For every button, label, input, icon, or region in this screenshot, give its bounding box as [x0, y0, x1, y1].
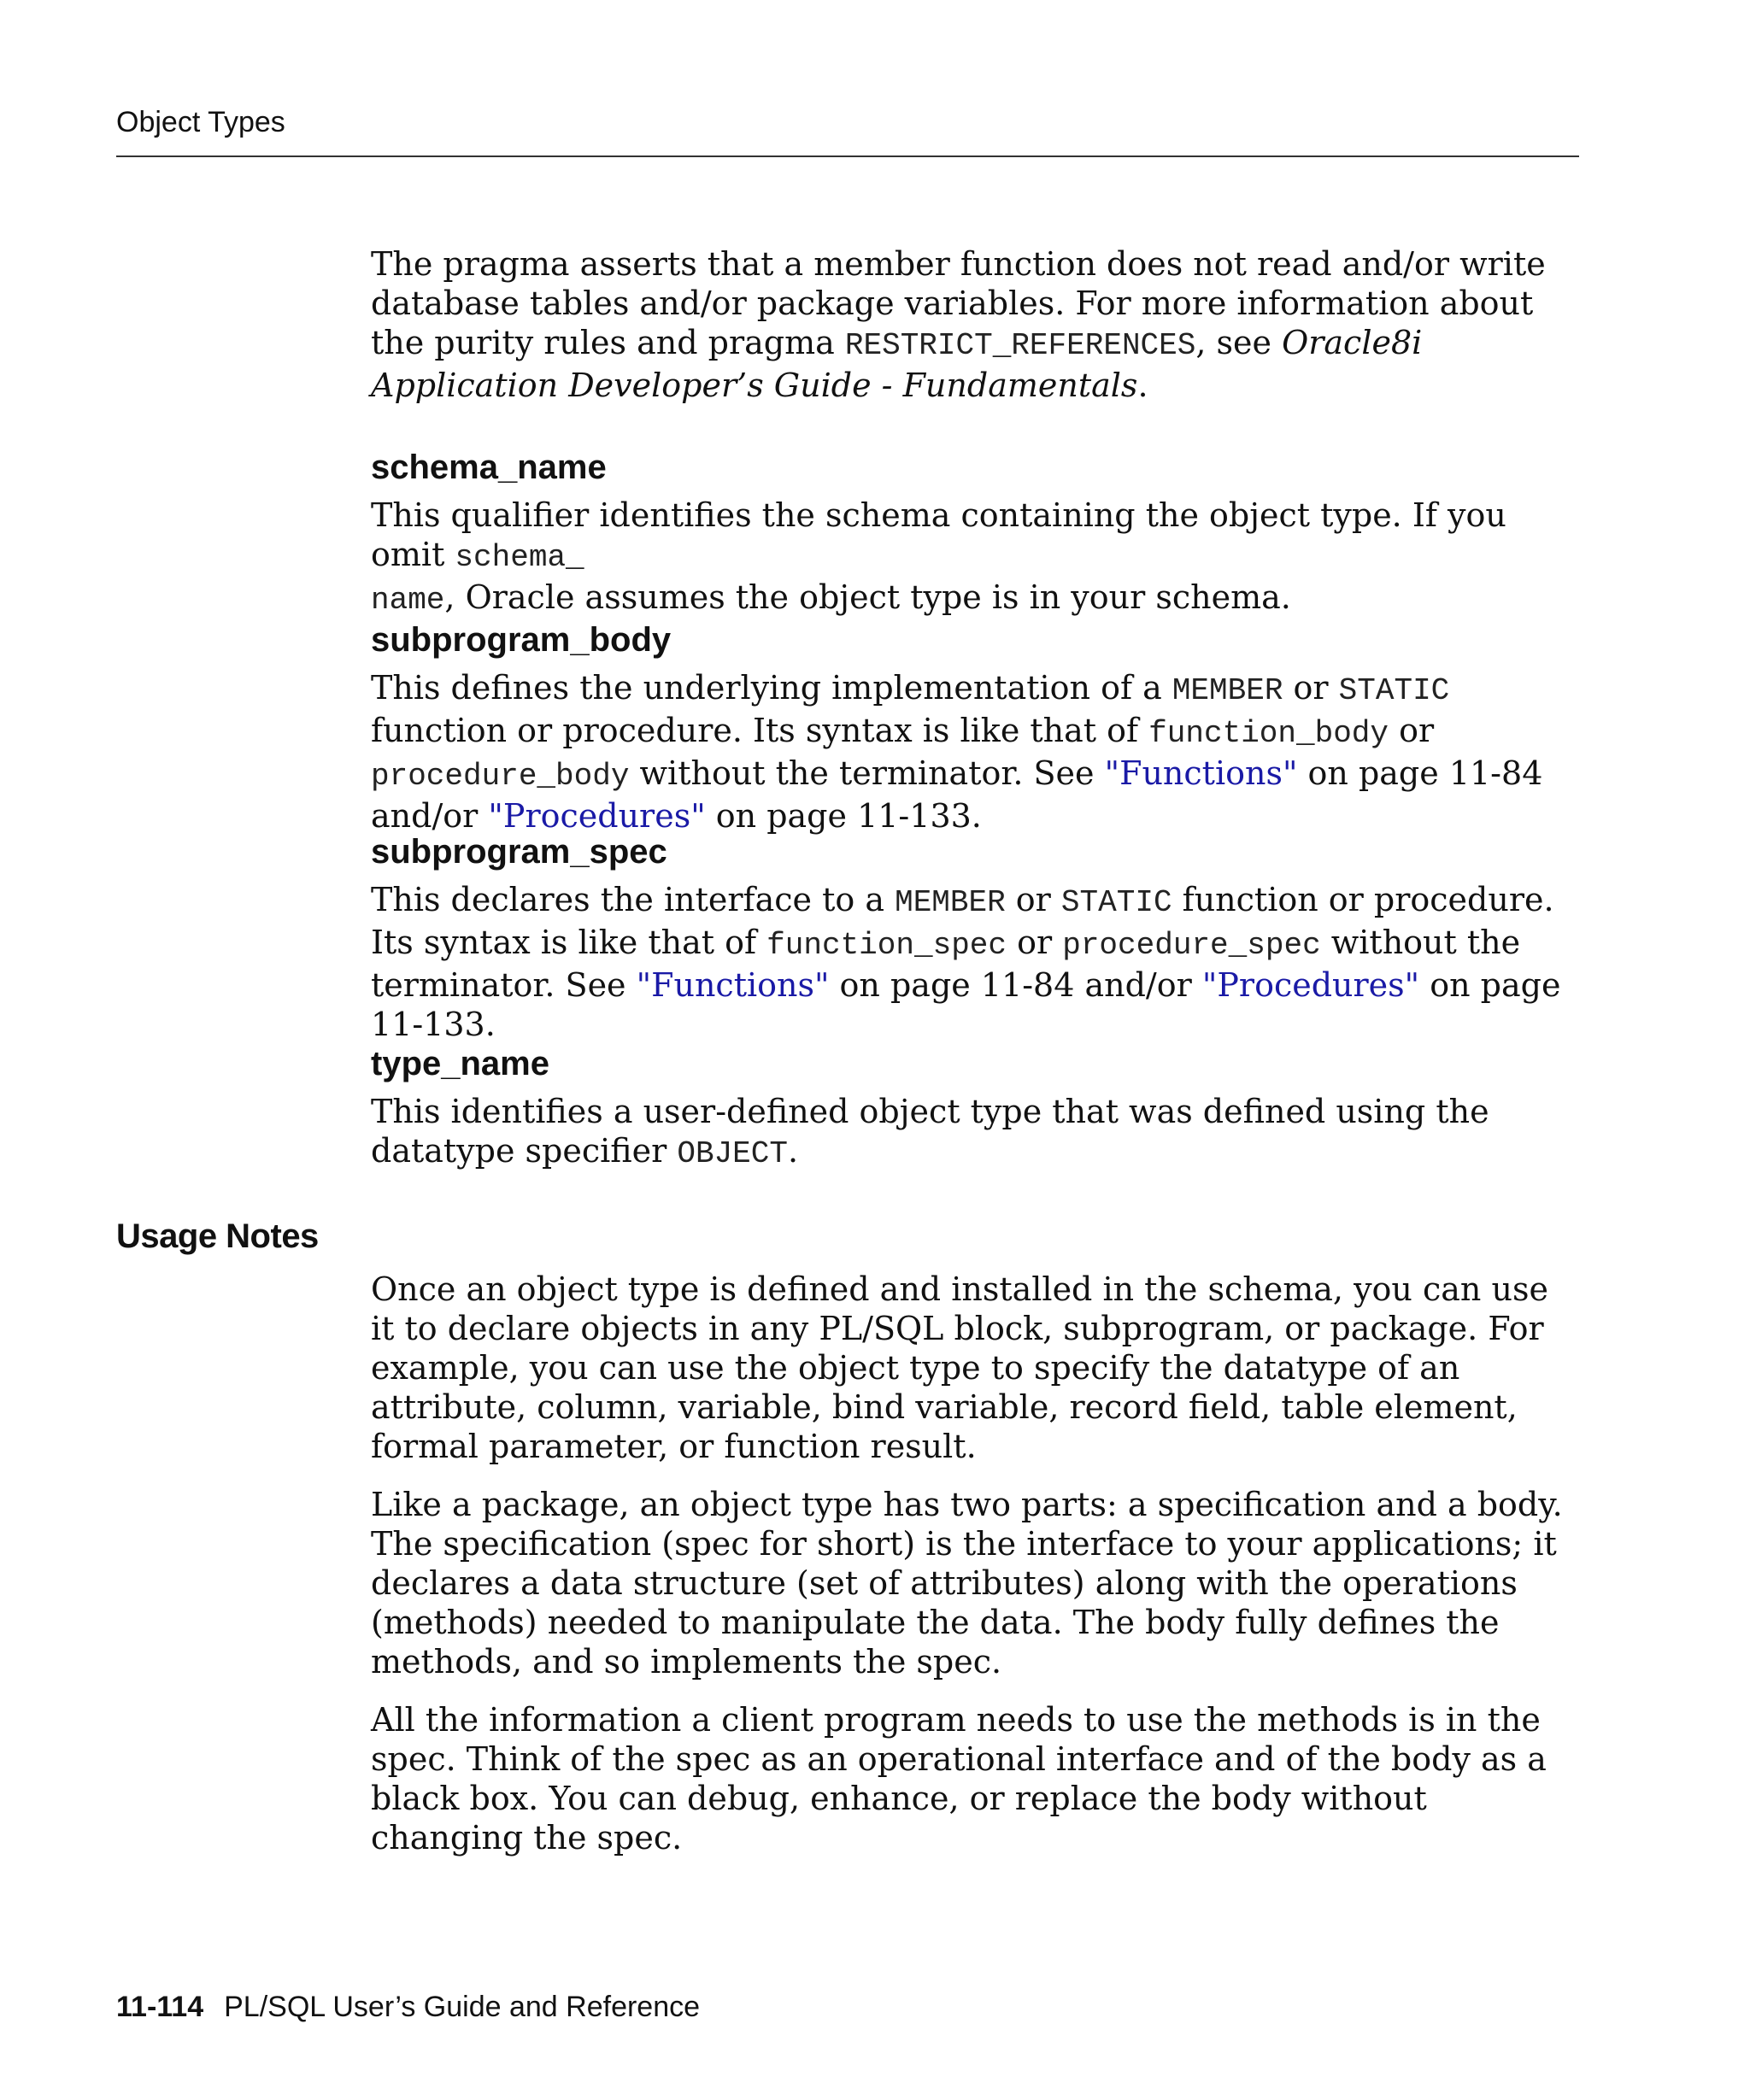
intro-text-3: . [1137, 367, 1148, 404]
subprogram-body-code-function-body: function_body [1148, 716, 1389, 751]
subprogram-spec-paragraph [371, 880, 1574, 1044]
intro-text-1: The pragma asserts that a member function does not read and/or write database tables and/or package variables. For more information about the purity rules and pragma [371, 245, 1546, 361]
subprogram-spec-link-functions[interactable]: "Functions" [636, 966, 830, 1004]
subprogram-spec-code-procedure-spec: procedure_spec [1062, 928, 1321, 963]
subprogram-spec-code-function-spec: function_spec [766, 928, 1007, 963]
subprogram-spec-code-static: STATIC [1060, 885, 1172, 920]
type-name-paragraph [371, 1092, 1574, 1174]
schema-name-code-a: schema_ [455, 540, 584, 575]
subprogram-spec-code-member: MEMBER [895, 885, 1006, 920]
intro-code-restrict-references: RESTRICT_REFERENCES [844, 328, 1196, 363]
subprogram-body-paragraph [371, 668, 1574, 836]
subprogram-body-text-5: without the terminator. See [629, 754, 1105, 792]
usage-notes-heading: Usage Notes [116, 1217, 319, 1255]
subprogram-body-text-7: on page 11-133. [705, 797, 982, 835]
type-name-code-object: OBJECT [677, 1136, 788, 1171]
usage-notes-paragraph-2: Like a package, an object type has two parts: a specification and a body. The specification (spec for short) is the interface to your applications; it declares a data structure (set of attributes) along with the operations (methods) needed to manipulate the data. The body fully defines the methods, and so implements the spec. [371, 1486, 1563, 1681]
subprogram-spec-text-3: function or procedure. Its syntax is like that of [371, 881, 1554, 961]
subprogram-body-code-member: MEMBER [1172, 673, 1283, 708]
subprogram-body-link-procedures[interactable]: "Procedures" [488, 797, 706, 835]
schema-name-paragraph [371, 496, 1574, 620]
subprogram-spec-text-4: or [1007, 924, 1063, 961]
schema-name-code-b: name [371, 583, 445, 618]
usage-notes-body [371, 1270, 1574, 1857]
subprogram-body-text-2: or [1283, 669, 1339, 707]
subprogram-spec-heading: subprogram_spec [371, 833, 667, 871]
type-name-text-2: . [788, 1132, 799, 1170]
subprogram-body-link-functions[interactable]: "Functions" [1104, 754, 1298, 792]
page-number: 11-114 [116, 1991, 204, 2023]
subprogram-spec-text-6: on page 11-84 and/or [829, 966, 1202, 1004]
subprogram-body-text-1: This defines the underlying implementation of a [371, 669, 1172, 707]
schema-name-heading: schema_name [371, 449, 607, 486]
intro-text-2: , see [1195, 324, 1283, 361]
type-name-heading: type_name [371, 1045, 549, 1082]
usage-notes-paragraph-1: Once an object type is defined and installed in the schema, you can use it to declare objects in any PL/SQL block, subprogram, or package. For example, you can use the object type to specify the datatype of an attribute, column, variable, bind variable, record field, table element, formal parameter, or function result. [371, 1270, 1548, 1465]
schema-name-text-2: , Oracle assumes the object type is in your schema. [444, 578, 1291, 616]
subprogram-spec-text-1: This declares the interface to a [371, 881, 896, 918]
intro-book-title: Oracle8i Application Developer’s Guide - Fundamentals [371, 324, 1423, 404]
subprogram-spec-text-7: on page 11-133. [371, 966, 1561, 1043]
type-name-text-1: This identifies a user-defined object type that was defined using the datatype specifier [371, 1093, 1489, 1170]
header-rule [116, 155, 1579, 157]
subprogram-body-heading: subprogram_body [371, 621, 672, 659]
running-header: Object Types [116, 106, 285, 138]
subprogram-spec-link-procedures[interactable]: "Procedures" [1201, 966, 1420, 1004]
subprogram-body-text-4: or [1389, 712, 1435, 749]
subprogram-body-text-6: on page 11-84 and/or [371, 754, 1543, 835]
subprogram-body-code-procedure-body: procedure_body [371, 759, 630, 794]
footer-book-title: PL/SQL User’s Guide and Reference [224, 1991, 701, 2023]
subprogram-spec-text-2: or [1005, 881, 1061, 918]
usage-notes-paragraph-3: All the information a client program needs to use the methods is in the spec. Think of the spec as an operational interface and of the body as a black box. You can debug, enhance, or replace the body without changing the spec. [371, 1701, 1547, 1857]
subprogram-spec-text-5: without the terminator. See [371, 924, 1521, 1004]
page-footer [116, 1991, 700, 2024]
subprogram-body-code-static: STATIC [1338, 673, 1450, 708]
intro-paragraph [371, 244, 1574, 405]
schema-name-text-1: This qualifier identifies the schema containing the object type. If you omit [371, 496, 1506, 573]
subprogram-body-text-3: function or procedure. Its syntax is like that of [371, 712, 1149, 749]
